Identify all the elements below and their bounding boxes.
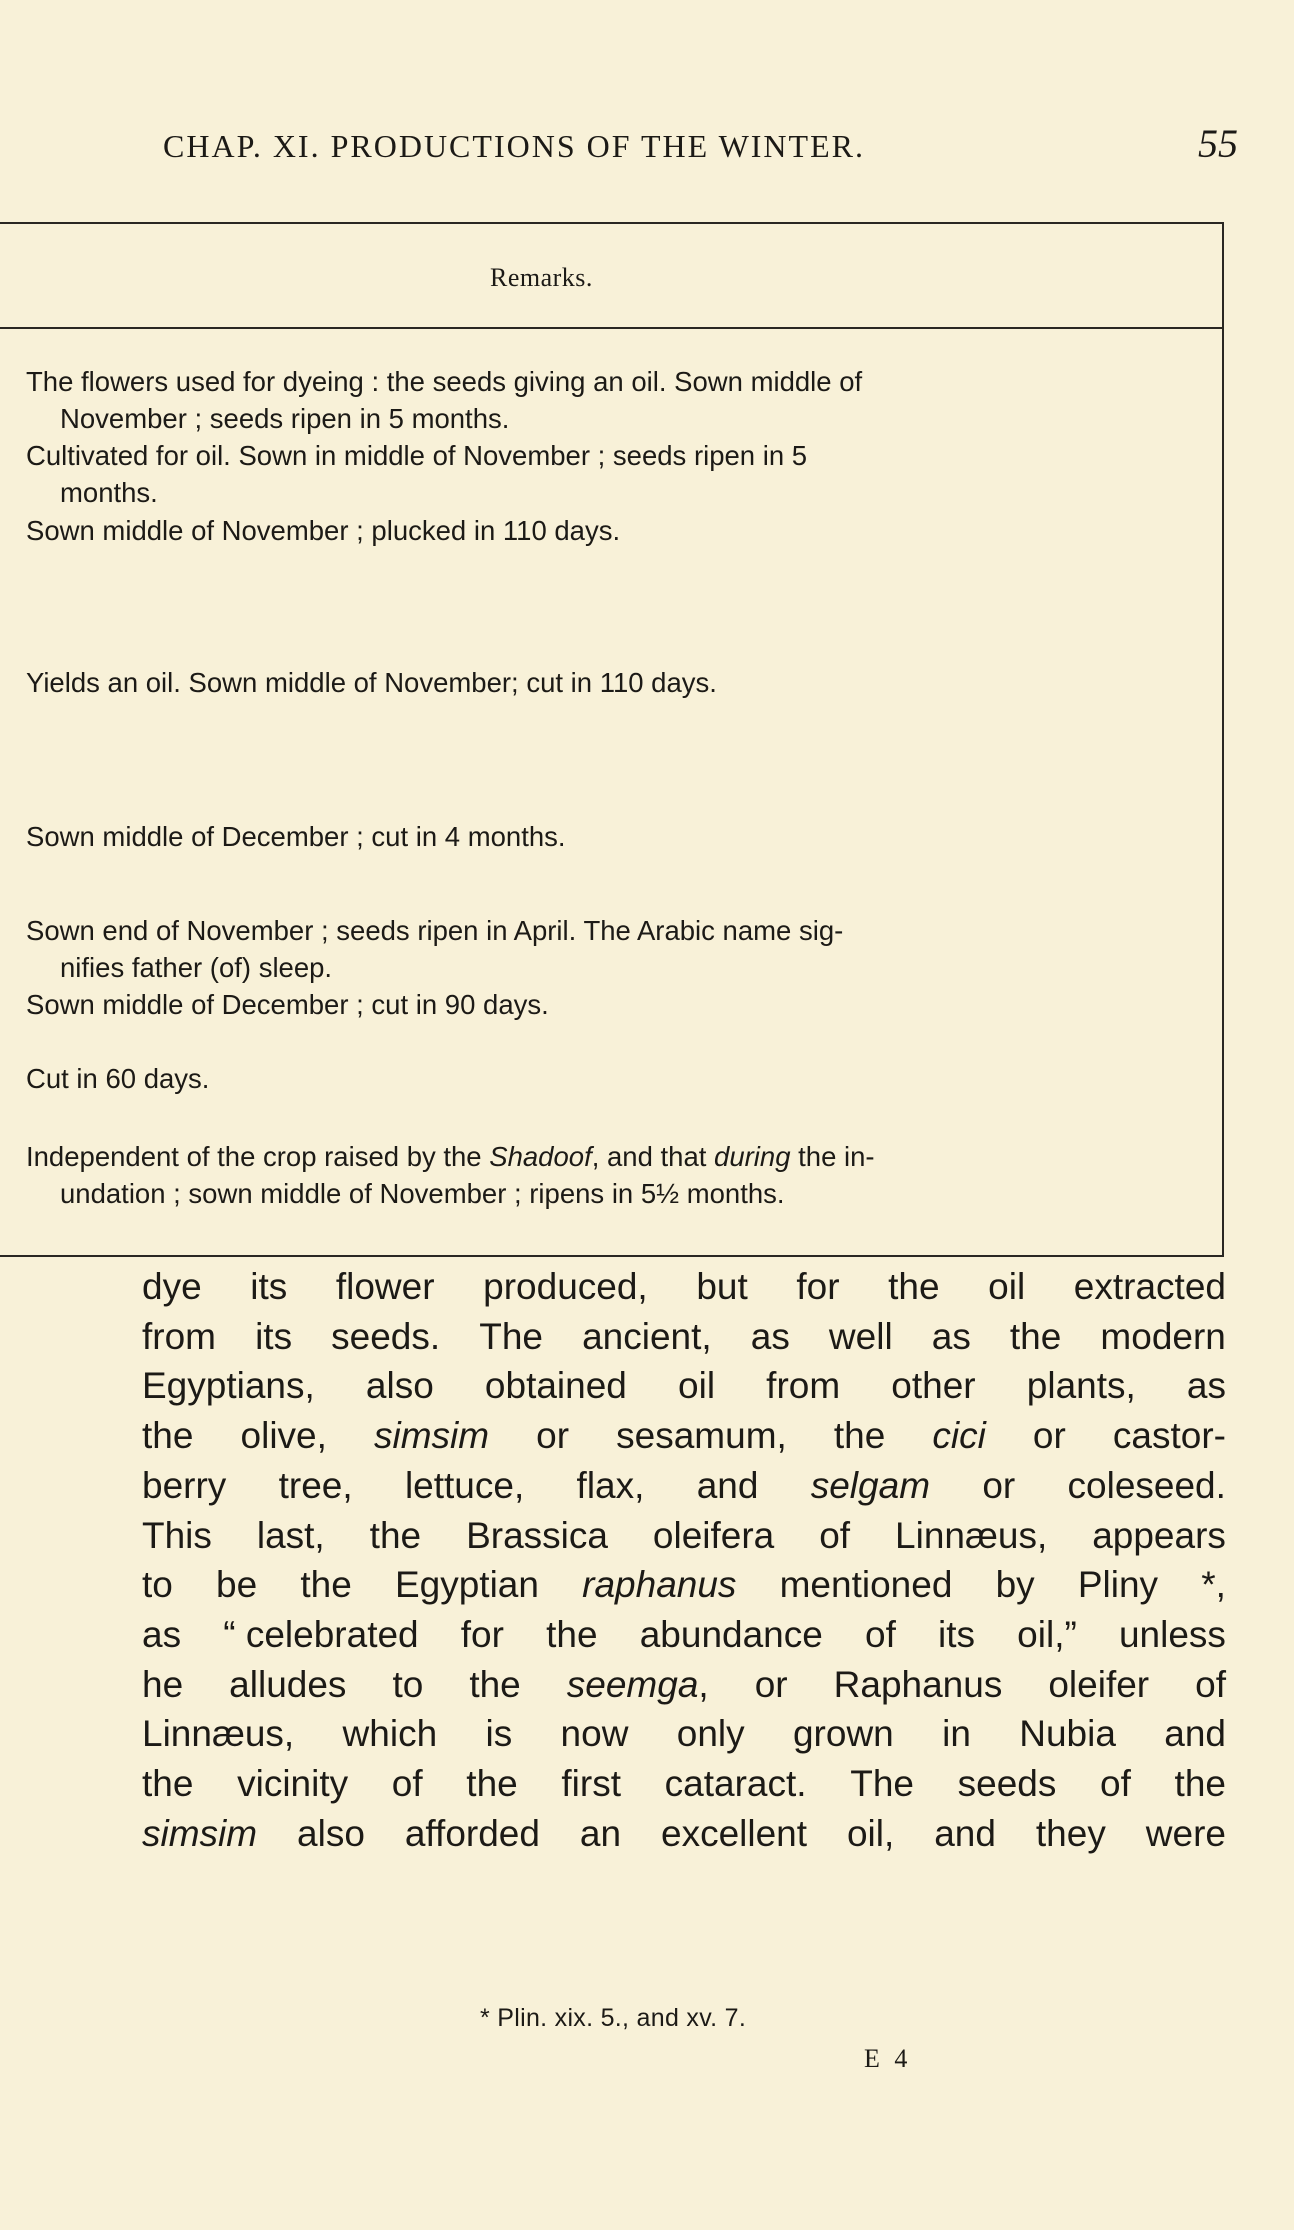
running-head xyxy=(163,120,1238,164)
body-line: berry tree, lettuce, flax, and selgam or coleseed. xyxy=(142,1464,1226,1506)
remarks-entry xyxy=(26,818,1206,855)
remarks-line: November ; seeds ripen in 5 months. xyxy=(60,403,510,434)
chapter-title: CHAP. XI. PRODUCTIONS OF THE WINTER. xyxy=(163,128,865,164)
table-top-rule xyxy=(0,222,1222,224)
body-paragraph xyxy=(142,1262,1226,1858)
remarks-entry xyxy=(26,437,1206,511)
remarks-line: Sown middle of November ; plucked in 110 days. xyxy=(26,515,621,546)
remarks-line: undation ; sown middle of November ; ripens in 5½ months. xyxy=(60,1178,785,1209)
body-line: as “ celebrated for the abundance of its oil,” unless xyxy=(142,1613,1226,1655)
body-line: Linnæus, which is now only grown in Nubia and xyxy=(142,1713,1226,1755)
remarks-line: Cut in 60 days. xyxy=(26,1063,210,1094)
remarks-entry xyxy=(26,1060,1206,1097)
remarks-entry xyxy=(26,512,1206,549)
remarks-line: Yields an oil. Sown middle of November; cut in 110 days. xyxy=(26,667,717,698)
remarks-line: Sown middle of December ; cut in 90 days. xyxy=(26,989,549,1020)
remarks-line: nifies father (of) sleep. xyxy=(60,952,333,983)
body-line: dye its flower produced, but for the oil extracted xyxy=(142,1266,1226,1307)
body-line: he alludes to the seemga, or Raphanus oleifer of xyxy=(142,1663,1226,1705)
remarks-line: Sown end of November ; seeds ripen in April. The Arabic name sig- xyxy=(26,915,844,946)
remarks-line: Sown middle of December ; cut in 4 months. xyxy=(26,821,566,852)
remarks-column-header: Remarks. xyxy=(490,263,593,292)
footnote: * Plin. xix. 5., and xv. 7. xyxy=(480,2004,747,2032)
signature-mark: E 4 xyxy=(864,2044,912,2073)
body-line: the vicinity of the first cataract. The seeds of the xyxy=(142,1763,1226,1805)
body-line: from its seeds. The ancient, as well as the modern xyxy=(142,1315,1226,1357)
remarks-entry xyxy=(26,912,1206,986)
remarks-entry xyxy=(26,664,1206,701)
remarks-entry xyxy=(26,363,1206,437)
remarks-line: The flowers used for dyeing : the seeds giving an oil. Sown middle of xyxy=(26,366,863,397)
body-line: to be the Egyptian raphanus mentioned by Pliny *, xyxy=(142,1564,1226,1606)
remarks-entry xyxy=(26,1138,1206,1212)
body-line: This last, the Brassica oleifera of Linnæus, appears xyxy=(142,1514,1226,1556)
body-line: the olive, simsim or sesamum, the cici or castor- xyxy=(142,1415,1226,1457)
table-bottom-rule xyxy=(0,1255,1224,1257)
remarks-line: Cultivated for oil. Sown in middle of November ; seeds ripen in 5 xyxy=(26,440,808,471)
page-number: 55 xyxy=(1198,121,1238,166)
remarks-entry xyxy=(26,986,1206,1023)
remarks-line: Independent of the crop raised by the Shadoof, and that during the in- xyxy=(26,1141,875,1172)
remarks-line: months. xyxy=(60,477,158,508)
body-line: Egyptians, also obtained oil from other plants, as xyxy=(142,1365,1226,1407)
table-header-rule xyxy=(0,327,1224,329)
body-line: simsim also afforded an excellent oil, and they were xyxy=(142,1812,1226,1854)
table-right-rule xyxy=(1222,222,1224,1257)
